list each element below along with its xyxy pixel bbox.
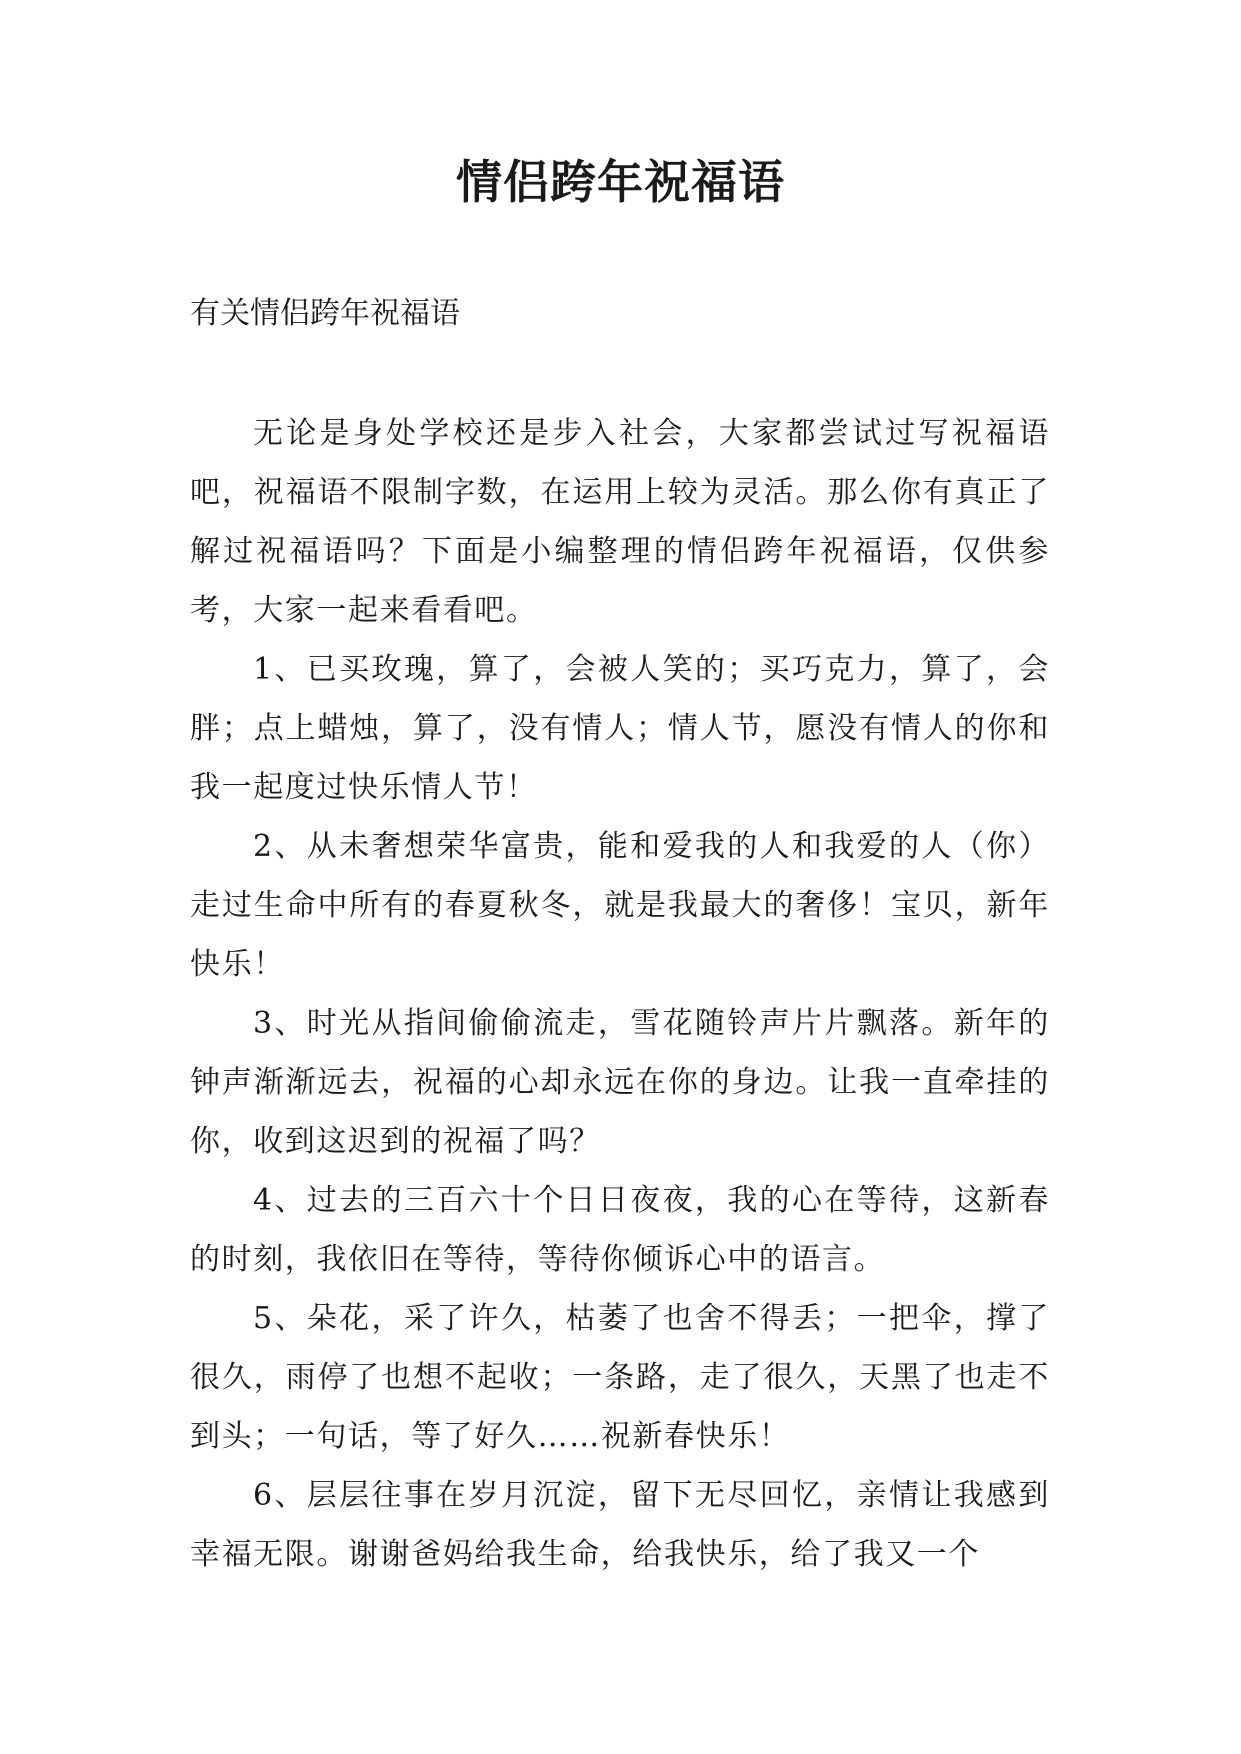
document-body — [190, 404, 1050, 1584]
wish-paragraph-1: 1、已买玫瑰，算了，会被人笑的；买巧克力，算了，会胖；点上蜡烛，算了，没有情人；情人节，愿没有情人的你和我一起度过快乐情人节！ — [190, 652, 1050, 805]
wish-paragraph-3: 3、时光从指间偷偷流走，雪花随铃声片片飘落。新年的钟声渐渐远去，祝福的心却永远在你的身边。让我一直牵挂的你，收到这迟到的祝福了吗？ — [190, 1006, 1050, 1159]
wish-paragraph-5: 5、朵花，采了许久，枯萎了也舍不得丢；一把伞，撑了很久，雨停了也想不起收；一条路，走了很久，天黑了也走不到头；一句话，等了好久……祝新春快乐！ — [190, 1301, 1050, 1454]
wish-paragraph-2: 2、从未奢想荣华富贵，能和爱我的人和我爱的人（你）走过生命中所有的春夏秋冬，就是我最大的奢侈！宝贝，新年快乐！ — [190, 829, 1050, 982]
document-subtitle: 有关情侣跨年祝福语 — [190, 296, 460, 331]
document-title: 情侣跨年祝福语 — [456, 155, 785, 209]
wish-paragraph-6: 6、层层往事在岁月沉淀，留下无尽回忆，亲情让我感到幸福无限。谢谢爸妈给我生命，给我快乐，给了我又一个 — [190, 1478, 1050, 1572]
intro-paragraph: 无论是身处学校还是步入社会，大家都尝试过写祝福语吧，祝福语不限制字数，在运用上较为灵活。那么你有真正了解过祝福语吗？下面是小编整理的情侣跨年祝福语，仅供参考，大家一起来看看吧。 — [190, 416, 1050, 628]
wish-paragraph-4: 4、过去的三百六十个日日夜夜，我的心在等待，这新春的时刻，我依旧在等待，等待你倾诉心中的语言。 — [190, 1183, 1050, 1277]
